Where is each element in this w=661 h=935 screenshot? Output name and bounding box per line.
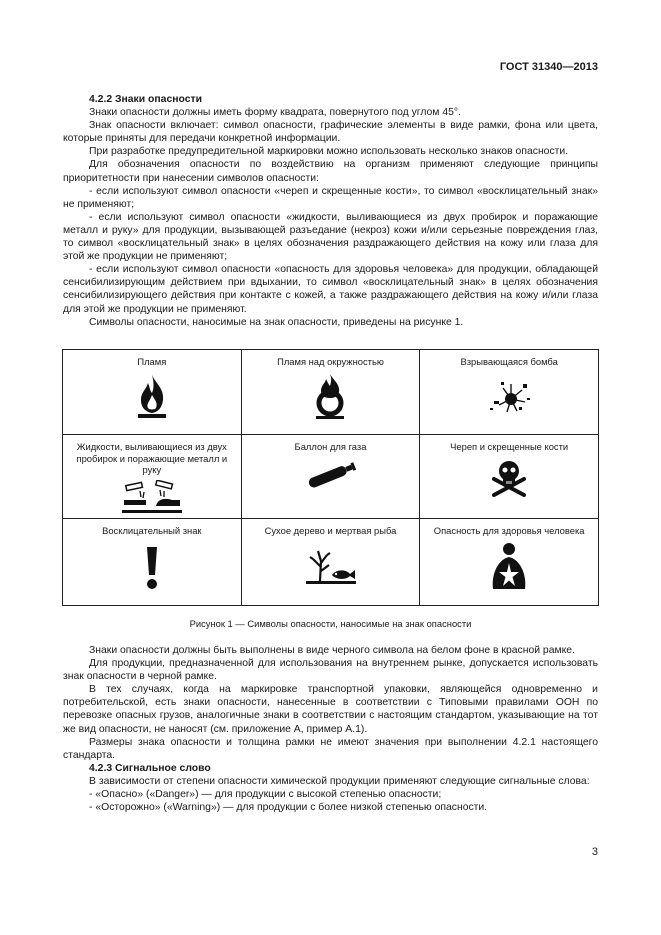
cell-label: Жидкости, выливающиеся из двух пробирок и поражающие металл и руку [76,441,228,475]
list-item: - «Опасно» («Danger») — для продукции с высокой степенью опасности; [89,789,442,801]
cell-label: Баллон для газа [294,441,367,452]
page-number: 3 [591,846,598,858]
section-title: 4.2.2 Знаки опасности [89,94,202,105]
hazard-symbols-table [62,349,599,606]
section-after-figure [63,644,598,814]
corrosion-icon [120,480,184,516]
paragraph: Знаки опасности должны иметь форму квадрата, повернутого под углом 45°. [89,107,461,119]
health-hazard-icon [485,541,533,591]
document-code: ГОСТ 31340—2013 [499,61,598,73]
cell-environment [241,519,420,606]
cell-label: Пламя над окружностью [277,356,384,367]
paragraph: Для продукции, предназначенной для использования на внутреннем рынке, допускается использовать знак опасности в черной рамке. [63,658,598,683]
cell-skull-crossbones [420,435,599,519]
cell-gas-cylinder [241,435,420,519]
cell-label: Череп и скрещенные кости [450,441,569,452]
paragraph: В зависимости от степени опасности химической продукции применяют следующие сигнальные слова: [89,775,590,787]
cell-exploding-bomb [420,350,599,435]
list-item: - если используют символ опасности «череп и скрещенные кости», то символ «восклицательный знак» не применяют; [63,185,598,210]
cell-label: Взрывающаяся бомба [460,356,558,367]
exploding-bomb-icon [481,372,537,420]
paragraph: Размеры знака опасности и толщина рамки не имеют значения при выполнении 4.2.1 настоящего стандарта. [63,736,598,761]
cell-label: Сухое дерево и мертвая рыба [264,525,397,536]
list-item: - если используют символ опасности «жидкости, выливающиеся из двух пробирок и поражающие металл и руку» для продукции, вызывающей разъедание (некроз) кожи и/или серьезные повреждения глаз, то символ «восклицательный знак» в целях обозначения раздражающего действия на кожу или глаза для этой же продукции не применяют; [63,211,598,263]
paragraph: При разработке предупредительной маркировки можно использовать несколько знаков опасности. [89,146,569,158]
cell-label: Восклицательный знак [102,525,202,536]
exclamation-mark-icon [140,541,164,593]
cell-flame-over-circle [241,350,420,435]
cell-flame [63,350,242,435]
paragraph: Знак опасности включает: символ опасности, графические элементы в виде рамки, фона или цвета, которые приняты для передачи конкретной информации. [63,120,598,145]
section-title: 4.2.3 Сигнальное слово [89,762,211,774]
flame-icon [128,372,176,420]
cell-health-hazard [420,519,599,606]
paragraph: Знаки опасности должны быть выполнены в виде черного символа на белом фоне в красной рамке. [89,645,575,656]
cell-label: Пламя [137,356,167,367]
gas-cylinder-icon [298,457,362,493]
list-item: - «Осторожно» («Warning») — для продукции с более низкой степенью опасности. [89,802,488,814]
figure-caption: Рисунок 1 — Символы опасности, наносимые на знак опасности [189,618,472,629]
section-hazard-signs [63,93,598,329]
cell-exclamation-mark [63,519,242,606]
skull-crossbones-icon [489,457,529,497]
paragraph: Символы опасности, наносимые на знак опасности, приведены на рисунке 1. [89,316,464,328]
paragraph: В тех случаях, когда на маркировке транспортной упаковки, являющейся одновременно и потребительской, есть знаки опасности, нанесенные в соответствии с Типовыми правилами ООН по перевозке опасных грузов, аналогичные знаки в соответствии с настоящим стандартом, указывающие на тот же вид опасности, не наносят (см. приложение А, пример А.1). [63,684,598,735]
flame-over-circle-icon [306,372,354,420]
paragraph: Для обозначения опасности по воздействию на организм применяют следующие принципы приоритетности при нанесении символов опасности: [63,159,598,184]
list-item: - если используют символ опасности «опасность для здоровья человека» для продукции, обладающей сенсибилизирующим действием при вдыхании, то символ «восклицательный знак» в целях обозначения сенсибилизирующего действия при контакте с кожей, а также раздражающего действия на кожу и/или глаза для этой же продукции не применяют. [63,264,598,315]
cell-label: Опасность для здоровья человека [433,525,585,536]
dead-tree-fish-icon [302,541,358,589]
cell-corrosion [63,435,242,519]
